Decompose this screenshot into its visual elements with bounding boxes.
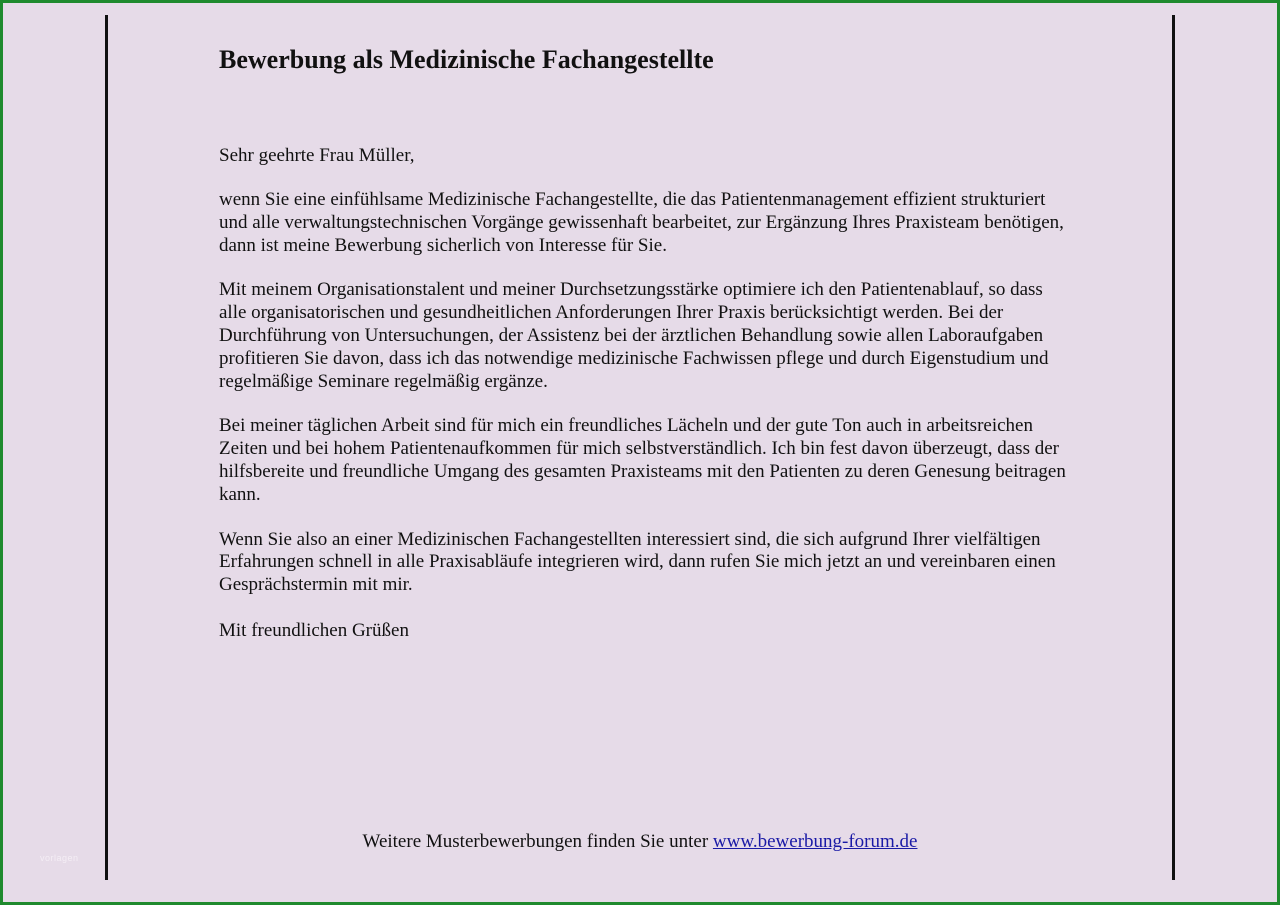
closing: Mit freundlichen Grüßen — [219, 619, 409, 641]
paragraph-work-attitude: Bei meiner täglichen Arbeit sind für mich ein freundliches Lächeln und der gute Ton auch in arbeitsreichen Zeiten und bei hohem Patientenaufkommen für mich selbstverständlich. Ich bin fest davon überzeugt, dass der hilfsbereite und freundliche Umgang des gesamten Praxisteams mit den Patienten zu deren Genesung beitragen kann. — [219, 415, 1066, 505]
paragraph-intro: wenn Sie eine einfühlsame Medizinische Fachangestellte, die das Patientenmanagement effizient strukturiert und alle verwaltungstechnischen Vorgänge gewissenhaft bearbeitet, zur Ergänzung Ihres Praxisteam benötigen, dann ist meine Bewerbung sicherlich von Interesse für Sie. — [219, 189, 1064, 256]
footer-text: Weitere Musterbewerbungen finden Sie unter — [362, 831, 713, 852]
watermark: vorlagen — [40, 853, 79, 863]
left-rule-line — [105, 15, 108, 880]
salutation: Sehr geehrte Frau Müller, — [219, 145, 415, 166]
right-rule-line — [1172, 15, 1175, 880]
footer-link[interactable]: www.bewerbung-forum.de — [712, 831, 918, 852]
footer-note — [0, 830, 1280, 853]
letter-body — [219, 44, 1069, 642]
paragraph-skills: Mit meinem Organisationstalent und meiner Durchsetzungsstärke optimiere ich den Patientenablauf, so dass alle organisatorischen und gesundheitlichen Anforderungen Ihrer Praxis berücksichtigt werden. Bei der Durchführung von Untersuchungen, der Assistenz bei der ärztlichen Behandlung sowie allen Laboraufgaben profitieren Sie davon, dass ich das notwendige medizinische Fachwissen pflege und durch Eigenstudium und regelmäßige Seminare regelmäßig ergänze. — [219, 279, 1049, 392]
paragraph-call-to-action: Wenn Sie also an einer Medizinischen Fachangestellten interessiert sind, die sich aufgrund Ihrer vielfältigen Erfahrungen schnell in alle Praxisabläufe integrieren wird, dann rufen Sie mich jetzt an und vereinbaren einen Gesprächstermin mit mir. — [219, 528, 1056, 596]
letter-title: Bewerbung als Medizinische Fachangestellte — [219, 45, 714, 74]
